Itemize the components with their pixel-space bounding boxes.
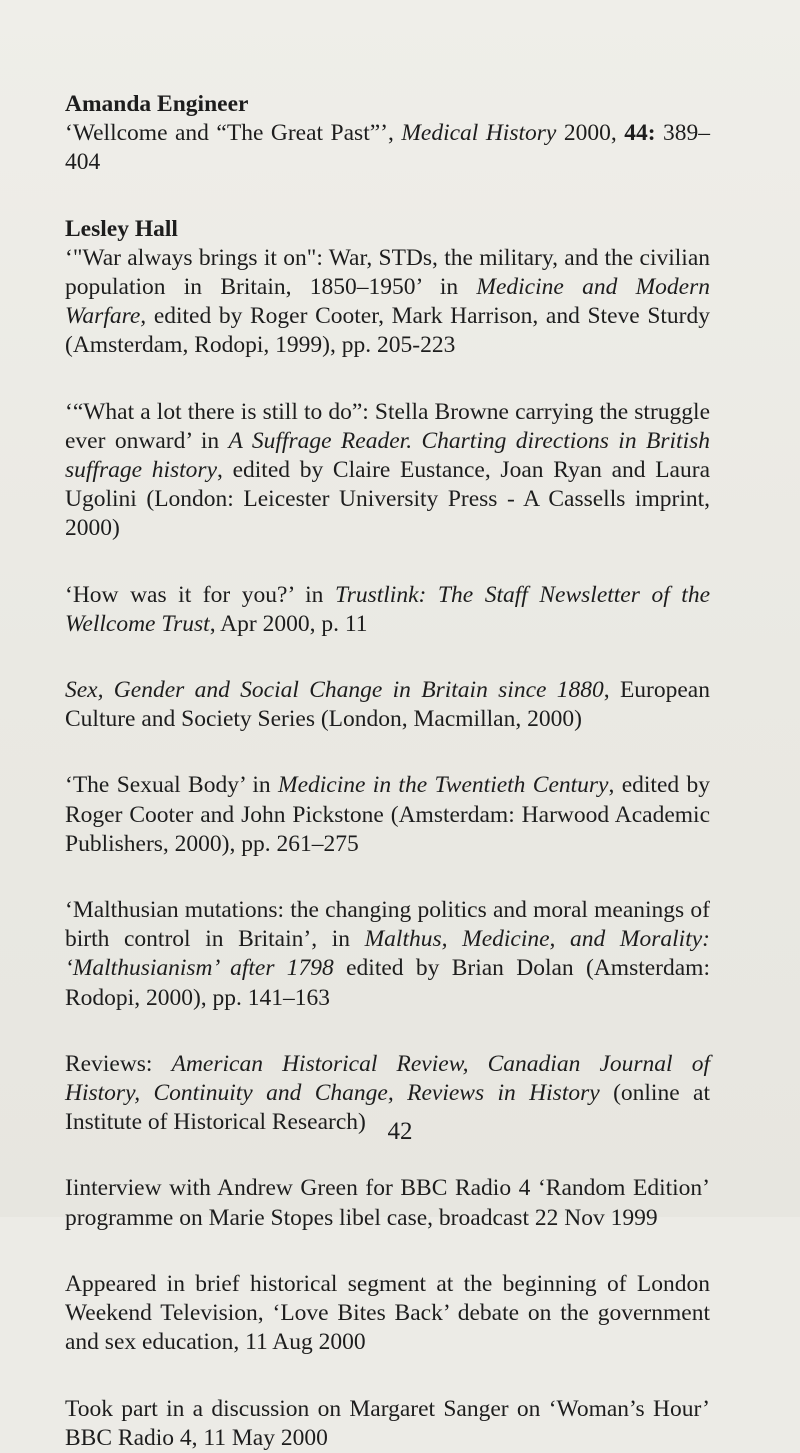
citation-segment: ‘The Sexual Body’ in <box>65 772 279 799</box>
citation-text <box>65 1395 710 1453</box>
bibliography-entry <box>65 1270 710 1358</box>
bibliography-entry <box>65 90 710 178</box>
citation-text <box>65 1270 710 1358</box>
citation-segment: ‘“What a lot there is still to do”: Stella Browne carrying the struggle ever onward’ in <box>65 398 710 454</box>
bibliography-entry <box>65 676 710 734</box>
citation-segment: ‘Malthusian mutations: the changing politics and moral meanings of birth control in Britain’, in <box>65 897 710 953</box>
citation-segment: Iinterview with Andrew Green for BBC Radio 4 ‘Random Edition’ programme on Marie Stopes libel case, broadcast 22 Nov 1999 <box>65 1175 710 1231</box>
bibliography-entry <box>65 771 710 859</box>
author-heading: Amanda Engineer <box>65 91 249 117</box>
citation-segment: 389–404 <box>65 120 711 176</box>
citation-text <box>65 119 710 177</box>
citation-segment: Appeared in brief historical segment at the beginning of London Weekend Television, ‘Love Bites Back’ debate on the government and sex education, 11 Aug 2000 <box>65 1270 710 1356</box>
bibliography-entry <box>65 1174 710 1232</box>
citation-segment: , European Culture and Society Series (London, Macmillan, 2000) <box>65 677 710 733</box>
italic-title: A Suffrage Reader. Charting directions in British suffrage history <box>65 427 710 484</box>
volume-number: 44: <box>624 120 656 147</box>
citation-text <box>65 244 710 361</box>
italic-title: Medicine in the Twentieth Century <box>278 772 609 799</box>
italic-title: Medical History <box>401 120 557 147</box>
bibliography-entry <box>65 215 710 361</box>
citation-segment: , edited by Roger Cooter and John Pickstone (Amsterdam: Harwood Academic Publishers, 2000), pp. 261–275 <box>65 772 710 857</box>
italic-title: Trustlink: The Staff Newsletter of the Wellcome Trust <box>65 581 710 637</box>
italic-title: American Historical Review, Canadian Journal of History, Continuity and Change, Reviews in History <box>65 1050 710 1107</box>
italic-title: Medicine and Modern Warfare, <box>65 274 710 330</box>
citation-segment: , edited by Claire Eustance, Joan Ryan and Laura Ugolini (London: Leicester University Press - A Cassells imprint, 2000) <box>65 457 710 542</box>
citation-text <box>65 581 710 639</box>
citation-text <box>65 1174 710 1232</box>
bibliography-entry <box>65 581 710 639</box>
page-number: 42 <box>387 1118 413 1145</box>
italic-title: Malthus, Medicine, and Morality: ‘Malthusianism’ after 1798 <box>65 926 710 982</box>
citation-segment: 2000, <box>556 120 625 147</box>
citation-segment: ‘Wellcome and “The Great Past”’, <box>65 120 402 147</box>
citation-segment: Took part in a discussion on Margaret Sanger on ‘Woman’s Hour’ BBC Radio 4, 11 May 2000 <box>65 1395 710 1451</box>
citation-segment: , Apr 2000, p. 11 <box>209 610 368 637</box>
bibliography-entry <box>65 398 710 544</box>
citation-text <box>65 896 710 1013</box>
citation-text <box>65 676 710 734</box>
citation-segment: (online at Institute of Historical Research) <box>65 1080 710 1136</box>
citation-segment: edited by Brian Dolan (Amsterdam: Rodopi, 2000), pp. 141–163 <box>65 955 710 1011</box>
italic-title: Sex, Gender and Social Change in Britain since 1880 <box>65 677 604 704</box>
citation-segment: edited by Roger Cooter, Mark Harrison, and Steve Sturdy (Amsterdam, Rodopi, 1999), pp. 205-223 <box>65 303 710 359</box>
citation-segment: ‘"War always brings it on": War, STDs, the military, and the civilian population in Britain, 1850–1950’ in <box>65 244 710 301</box>
bibliography-entry <box>65 1395 710 1453</box>
citation-segment: Reviews: <box>65 1050 172 1077</box>
author-heading: Lesley Hall <box>65 215 178 242</box>
citation-text <box>65 398 710 544</box>
bibliography-list <box>65 90 710 1453</box>
citation-text <box>65 771 710 859</box>
citation-segment: ‘How was it for you?’ in <box>65 581 335 608</box>
bibliography-entry <box>65 896 710 1013</box>
